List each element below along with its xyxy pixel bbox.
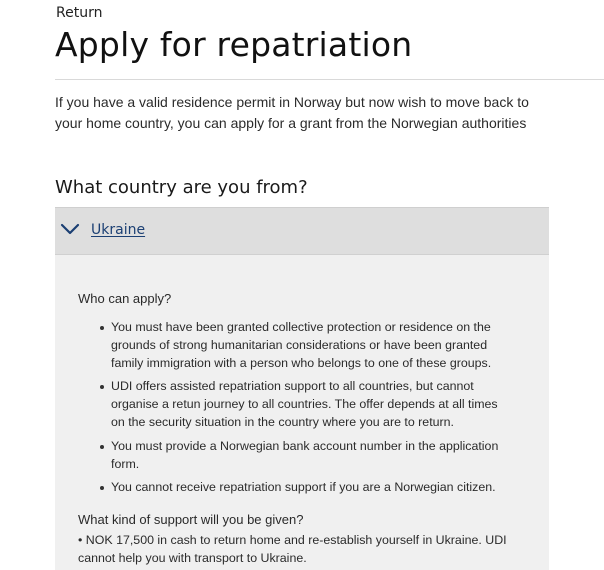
ukraine-accordion: [55, 207, 549, 570]
page-title: Apply for repatriation: [55, 25, 413, 64]
support-heading: What kind of support will you be given?: [78, 512, 304, 528]
list-item-text: UDI offers assisted repatriation support to all countries, but cannot organise a retun journey to all countries. The offer depends at all times on the security situation in the country where you are to return.: [111, 379, 498, 429]
list-item-text: You must provide a Norwegian bank account number in the application form.: [111, 438, 499, 471]
list-item: [78, 479, 508, 497]
bullet-icon: [100, 445, 104, 449]
bullet-icon: [100, 486, 104, 490]
accordion-content: [78, 290, 508, 568]
title-divider: [55, 79, 604, 80]
accordion-toggle[interactable]: [55, 208, 549, 255]
list-item-text: You must have been granted collective protection or residence on the grounds of strong humanitarian considerations or have been granted family immigration with a person who belongs to one of these groups.: [111, 320, 492, 370]
intro-text: If you have a valid residence permit in Norway but now wish to move back to your home country, you can apply for a grant from the Norwegian authorities: [55, 94, 529, 131]
eligibility-list: [78, 319, 508, 497]
bullet-icon: [100, 326, 104, 330]
list-item: [78, 378, 508, 431]
bullet-icon: [100, 385, 104, 389]
who-can-apply-heading: Who can apply?: [78, 291, 172, 306]
accordion-title-link[interactable]: Ukraine: [91, 222, 146, 238]
list-item: [78, 438, 508, 474]
list-item-text: You cannot receive repatriation support if you are a Norwegian citizen.: [111, 480, 496, 495]
list-item: [78, 319, 508, 372]
eyebrow-label: Return: [56, 5, 103, 21]
support-text: • NOK 17,500 in cash to return home and re-establish yourself in Ukraine. UDI cannot help you with transport to Ukraine.: [78, 533, 507, 565]
country-question: What country are you from?: [55, 177, 308, 198]
chevron-down-icon: [60, 220, 80, 238]
